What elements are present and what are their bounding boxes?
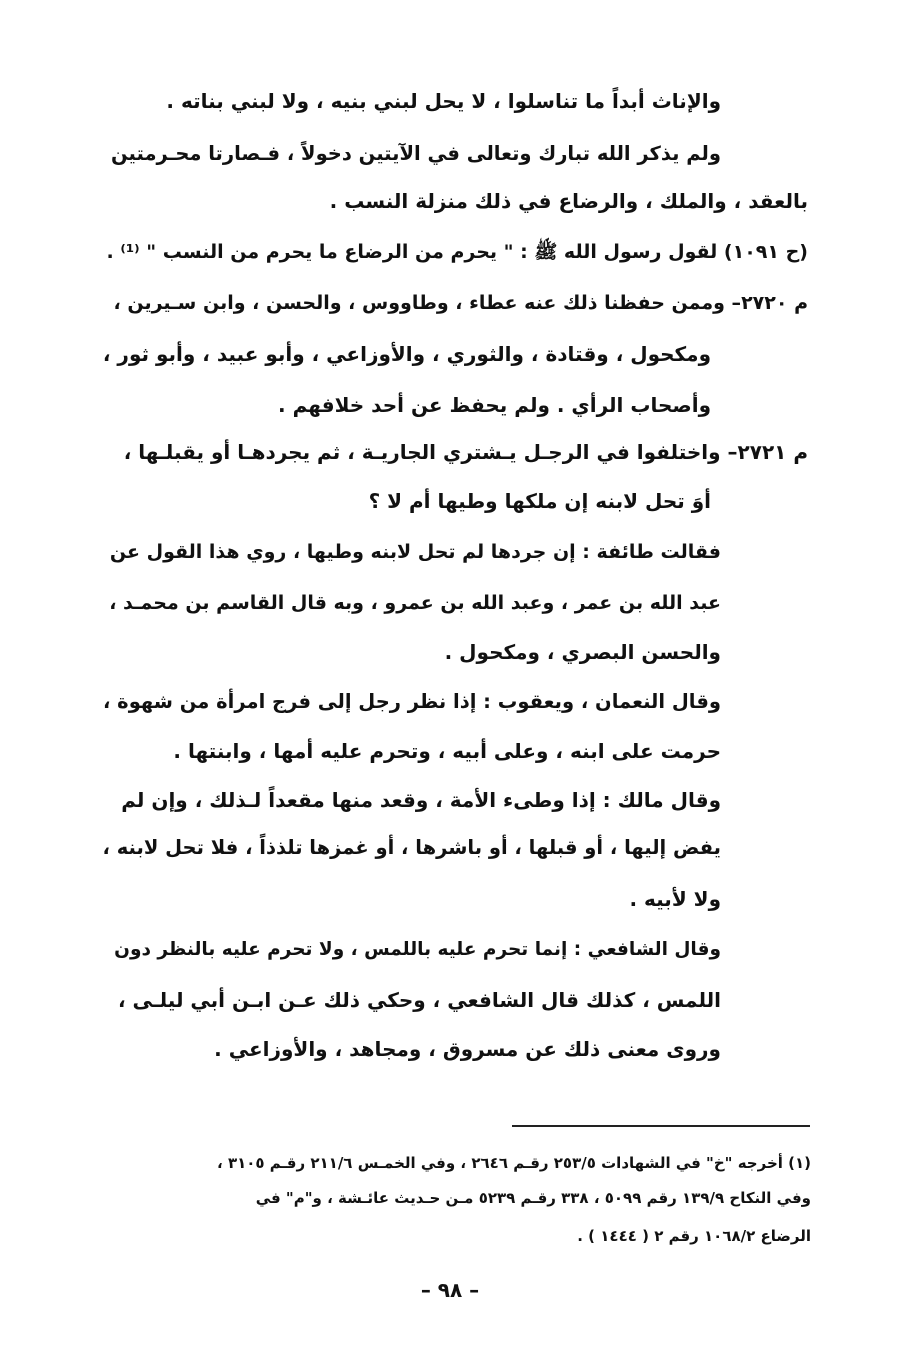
footnote-line: (١) أخرجه "خ" في الشهادات ٢٥٣/٥ رقـم ٢٦٤٦ ، وفي الخمـس ٢١١/٦ رقـم ٣١٠٥ ،: [217, 1154, 811, 1172]
text-line: وقال مالك : إذا وطىء الأمة ، وقعد منها مقعداً لـذلك ، وإن لم: [121, 788, 721, 812]
text-line: حرمت على ابنه ، وعلى أبيه ، وتحرم عليه أمها ، وابنتها .: [173, 739, 721, 763]
text-line: اللمس ، كذلك قال الشافعي ، وحكي ذلك عـن ابـن أبي ليلـى ،: [118, 988, 721, 1012]
text-line: وروى معنى ذلك عن مسروق ، ومجاهد ، والأوزاعي .: [214, 1037, 721, 1061]
footnote-line: وفي النكاح ١٣٩/٩ رقم ٥٠٩٩ ، ٣٣٨ رقـم ٥٢٣٩ مـن حـديث عائـشة ، و"م" في: [255, 1189, 811, 1207]
text-line: بالعقد ، والملك ، والرضاع في ذلك منزلة النسب .: [329, 189, 808, 213]
text-line: ولا لأبيه .: [629, 887, 721, 911]
text-line: وأصحاب الرأي . ولم يحفظ عن أحد خلافهم .: [278, 393, 711, 417]
text-line: ومكحول ، وقتادة ، والثوري ، والأوزاعي ، وأبو عبيد ، وأبو ثور ،: [102, 342, 711, 366]
issue-line: م ٢٧٢٠– وممن حفظنا ذلك عنه عطاء ، وطاووس ، والحسن ، وابن سـيرين ،: [113, 292, 808, 314]
text-line: فقالت طائفة : إن جردها لم تحل لابنه وطيها ، روي هذا القول عن: [109, 541, 721, 563]
text-line: والحسن البصري ، ومكحول .: [444, 640, 721, 664]
text-line: ولم يذكر الله تبارك وتعالى في الآيتين دخولاً ، فـصارتا محـرمتين: [110, 142, 721, 165]
issue-line: م ٢٧٢١– واختلفوا في الرجـل يـشتري الجاريـة ، ثم يجردهـا أو يقبلـها ،: [123, 440, 808, 464]
text-line: وقال النعمان ، ويعقوب : إذا نظر رجل إلى فرج امرأة من شهوة ،: [102, 690, 721, 713]
footnote-line: الرضاع ١٠٦٨/٢ رقم ٢ ( ١٤٤٤ ) .: [577, 1227, 811, 1245]
text-line: عبد الله بن عمر ، وعبد الله بن عمرو ، وبه قال القاسم بن محمـد ،: [109, 592, 721, 614]
text-line: والإناث أبداً ما تناسلوا ، لا يحل لبني بنيه ، ولا لبني بناته .: [166, 89, 721, 113]
text-line: يفض إليها ، أو قبلها ، أو باشرها ، أو غمزها تلذذاً ، فلا تحل لابنه ،: [102, 836, 721, 859]
text-line: أوَ تحل لابنه إن ملكها وطيها أم لا ؟: [368, 489, 711, 513]
hadith-line: (ح ١٠٩١) لقول رسول الله ﷺ : " يحرم من الرضاع ما يحرم من النسب " ⁽¹⁾ .: [106, 241, 808, 263]
page-number: – ٩٨ –: [420, 1278, 480, 1302]
text-line: وقال الشافعي : إنما تحرم عليه باللمس ، ولا تحرم عليه بالنظر دون: [114, 939, 721, 960]
footnote-separator: [512, 1125, 810, 1127]
